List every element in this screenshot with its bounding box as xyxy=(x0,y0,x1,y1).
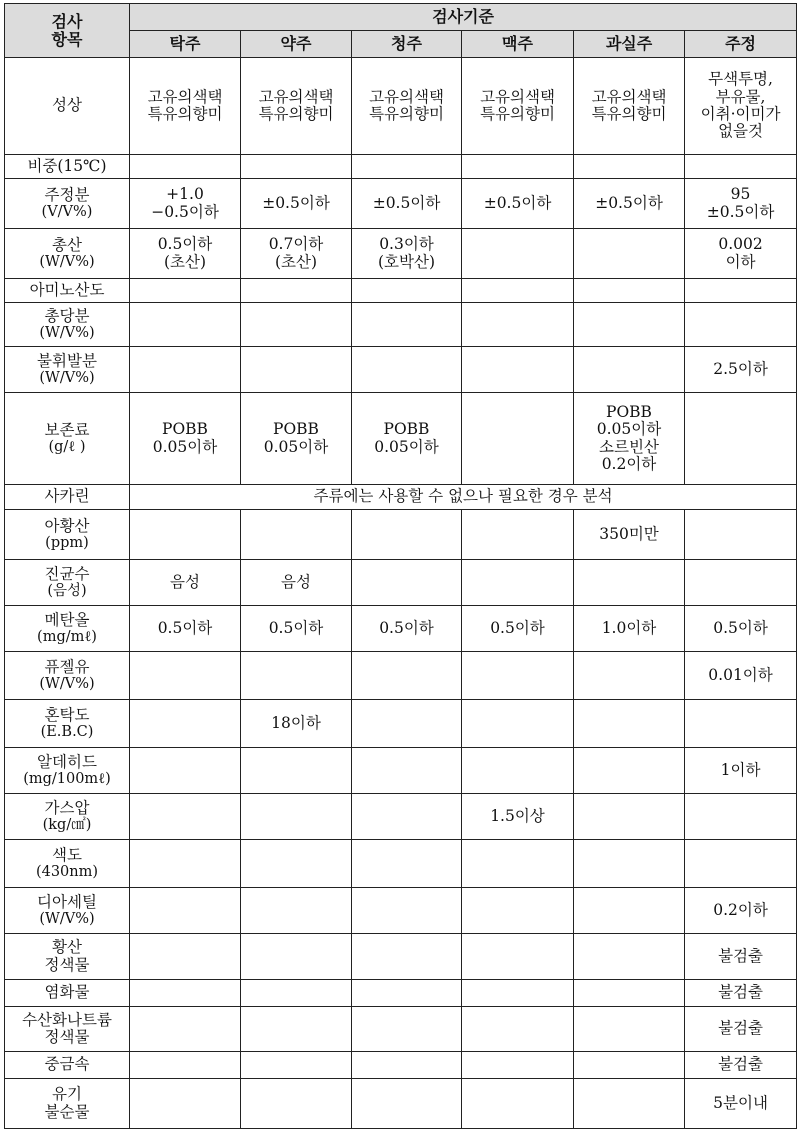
value-cell xyxy=(130,1079,241,1129)
value-cell xyxy=(462,700,574,748)
value-cell: ±0.5이하 xyxy=(241,179,352,229)
value-cell xyxy=(574,888,685,934)
row-item-name: 퓨젤유 xyxy=(44,657,90,676)
row-item-name: 사카린 xyxy=(44,487,90,506)
value-cell xyxy=(462,840,574,888)
row-item-unit: (W/V%) xyxy=(39,325,95,342)
value-cell xyxy=(352,510,462,560)
item-header: 검사 항목 xyxy=(5,4,130,58)
value-cell: ±0.5이하 xyxy=(574,179,685,229)
value-cell xyxy=(685,700,797,748)
row-item-cell xyxy=(5,179,130,229)
table-row xyxy=(5,652,797,700)
value-cell: 0.5이하 xyxy=(241,606,352,652)
table-row xyxy=(5,485,797,510)
value-cell: POBB 0.05이하 xyxy=(241,393,352,485)
value-cell xyxy=(352,840,462,888)
value-cell xyxy=(241,1052,352,1079)
value-cell: 0.5이하 xyxy=(685,606,797,652)
value-cell: 0.5이하 xyxy=(352,606,462,652)
value-cell: 95 ±0.5이하 xyxy=(685,179,797,229)
row-item-unit: (E.B.C) xyxy=(40,724,94,741)
value-cell xyxy=(130,748,241,794)
value-cell: +1.0 −0.5이하 xyxy=(130,179,241,229)
value-cell xyxy=(241,1079,352,1129)
value-cell xyxy=(241,980,352,1007)
row-item-unit: (mg/100mℓ) xyxy=(23,771,111,788)
row-item-name: 황산 정색물 xyxy=(44,938,90,974)
row-item-cell xyxy=(5,934,130,980)
value-cell xyxy=(241,347,352,393)
table-row xyxy=(5,229,797,279)
row-item-name: 색도 xyxy=(52,845,82,864)
value-cell: 0.5이하 xyxy=(462,606,574,652)
table-row xyxy=(5,934,797,980)
value-cell xyxy=(462,303,574,347)
table-row xyxy=(5,510,797,560)
value-cell: 음성 xyxy=(241,560,352,606)
value-cell xyxy=(685,303,797,347)
row-item-cell xyxy=(5,606,130,652)
row-item-name: 총당분 xyxy=(44,306,90,325)
row-item-unit: (kg/㎠) xyxy=(42,817,92,834)
value-cell xyxy=(352,1007,462,1052)
row-item-cell xyxy=(5,1079,130,1129)
value-cell xyxy=(574,229,685,279)
value-cell xyxy=(574,840,685,888)
table-row xyxy=(5,748,797,794)
column-header: 과실주 xyxy=(574,31,685,58)
value-cell xyxy=(352,1079,462,1129)
row-item-name: 보존료 xyxy=(44,420,90,439)
row-item-unit: (W/V%) xyxy=(39,676,95,693)
row-item-cell xyxy=(5,510,130,560)
table-row xyxy=(5,179,797,229)
value-cell xyxy=(574,1007,685,1052)
value-cell xyxy=(574,279,685,303)
value-cell: 2.5이하 xyxy=(685,347,797,393)
table-row xyxy=(5,155,797,179)
row-item-name: 가스압 xyxy=(44,798,90,817)
column-header: 청주 xyxy=(352,31,462,58)
row-item-cell xyxy=(5,485,130,510)
value-cell: 0.01이하 xyxy=(685,652,797,700)
row-item-unit: (V/V%) xyxy=(41,204,93,221)
value-cell xyxy=(130,840,241,888)
row-item-cell xyxy=(5,560,130,606)
row-item-name: 진균수 xyxy=(44,564,90,583)
row-item-unit: (g/ℓ ) xyxy=(48,439,86,456)
row-item-name: 수산화나트륨 정색물 xyxy=(22,1010,112,1046)
value-cell xyxy=(241,748,352,794)
value-cell xyxy=(241,888,352,934)
value-cell xyxy=(241,840,352,888)
row-item-cell xyxy=(5,303,130,347)
table-row xyxy=(5,1052,797,1079)
table-row xyxy=(5,279,797,303)
value-cell: ±0.5이하 xyxy=(352,179,462,229)
value-cell: 0.5이하 xyxy=(130,606,241,652)
value-cell xyxy=(130,652,241,700)
value-cell xyxy=(352,934,462,980)
value-cell xyxy=(685,279,797,303)
value-cell xyxy=(352,748,462,794)
row-item-cell xyxy=(5,700,130,748)
table-row xyxy=(5,393,797,485)
row-item-cell xyxy=(5,347,130,393)
row-item-cell xyxy=(5,652,130,700)
row-item-cell xyxy=(5,279,130,303)
value-cell xyxy=(352,980,462,1007)
value-cell xyxy=(462,229,574,279)
value-cell xyxy=(574,652,685,700)
value-cell xyxy=(462,510,574,560)
row-item-cell xyxy=(5,1052,130,1079)
table-row xyxy=(5,1007,797,1052)
value-cell xyxy=(241,279,352,303)
table-row xyxy=(5,303,797,347)
row-item-name: 주정분 xyxy=(44,185,90,204)
value-cell xyxy=(462,888,574,934)
value-cell xyxy=(130,980,241,1007)
row-item-name: 메탄올 xyxy=(44,610,90,629)
value-cell: 350미만 xyxy=(574,510,685,560)
value-cell xyxy=(130,700,241,748)
value-cell: 불검출 xyxy=(685,934,797,980)
value-cell: 음성 xyxy=(130,560,241,606)
value-cell xyxy=(574,934,685,980)
row-item-name: 불휘발분 xyxy=(37,351,97,370)
table-body xyxy=(5,58,797,1129)
value-cell xyxy=(574,1052,685,1079)
value-cell xyxy=(574,748,685,794)
column-header: 약주 xyxy=(241,31,352,58)
value-cell xyxy=(462,652,574,700)
value-cell xyxy=(130,510,241,560)
value-cell xyxy=(462,748,574,794)
row-item-cell xyxy=(5,840,130,888)
row-item-unit: (430nm) xyxy=(35,864,99,881)
value-cell: 1이하 xyxy=(685,748,797,794)
value-cell xyxy=(462,279,574,303)
value-cell: 고유의색택 특유의향미 xyxy=(352,58,462,155)
row-item-name: 혼탁도 xyxy=(44,705,90,724)
row-item-cell xyxy=(5,748,130,794)
inspection-standards-table xyxy=(4,3,797,1129)
value-cell xyxy=(130,1052,241,1079)
value-cell: ±0.5이하 xyxy=(462,179,574,229)
value-cell xyxy=(462,1007,574,1052)
row-item-name: 아황산 xyxy=(44,516,90,535)
value-cell: 불검출 xyxy=(685,1052,797,1079)
value-cell: 0.2이하 xyxy=(685,888,797,934)
value-cell xyxy=(462,393,574,485)
value-cell xyxy=(462,1079,574,1129)
value-cell: 1.5이상 xyxy=(462,794,574,840)
value-cell: 불검출 xyxy=(685,1007,797,1052)
value-cell xyxy=(462,347,574,393)
value-cell: 0.002 이하 xyxy=(685,229,797,279)
table-row xyxy=(5,888,797,934)
row-item-unit: (음성) xyxy=(47,583,87,600)
value-cell xyxy=(462,980,574,1007)
value-cell: 고유의색택 특유의향미 xyxy=(574,58,685,155)
value-cell xyxy=(130,794,241,840)
value-cell xyxy=(574,980,685,1007)
table-row xyxy=(5,560,797,606)
column-header: 탁주 xyxy=(130,31,241,58)
value-cell xyxy=(352,794,462,840)
row-item-unit: (ppm) xyxy=(45,535,89,552)
table-row xyxy=(5,980,797,1007)
row-item-name: 디아세틸 xyxy=(37,892,97,911)
value-cell xyxy=(130,888,241,934)
value-cell xyxy=(130,1007,241,1052)
value-cell: 0.3이하 (호박산) xyxy=(352,229,462,279)
value-cell xyxy=(685,840,797,888)
row-item-unit: (W/V%) xyxy=(39,254,95,271)
value-cell: 18이하 xyxy=(241,700,352,748)
table-row xyxy=(5,840,797,888)
value-cell: 0.5이하 (초산) xyxy=(130,229,241,279)
value-cell xyxy=(685,794,797,840)
value-cell xyxy=(130,279,241,303)
value-cell: 5분이내 xyxy=(685,1079,797,1129)
value-cell xyxy=(574,560,685,606)
value-cell xyxy=(685,510,797,560)
value-cell: 0.7이하 (초산) xyxy=(241,229,352,279)
value-cell: 1.0이하 xyxy=(574,606,685,652)
value-cell xyxy=(130,155,241,179)
value-cell: POBB 0.05이하 소르빈산 0.2이하 xyxy=(574,393,685,485)
row-item-name: 알데히드 xyxy=(37,752,97,771)
row-item-cell xyxy=(5,794,130,840)
row-item-cell xyxy=(5,229,130,279)
column-header: 주정 xyxy=(685,31,797,58)
row-item-name: 염화물 xyxy=(44,983,90,1002)
value-cell: POBB 0.05이하 xyxy=(352,393,462,485)
value-cell xyxy=(241,303,352,347)
value-cell xyxy=(241,794,352,840)
table-row xyxy=(5,347,797,393)
value-cell xyxy=(352,155,462,179)
value-cell xyxy=(462,560,574,606)
value-cell: 무색투명, 부유물, 이취·이미가 없을것 xyxy=(685,58,797,155)
value-cell xyxy=(241,1007,352,1052)
value-cell xyxy=(241,155,352,179)
value-cell xyxy=(352,652,462,700)
row-item-cell xyxy=(5,58,130,155)
value-cell xyxy=(130,347,241,393)
value-cell xyxy=(574,155,685,179)
row-item-cell xyxy=(5,980,130,1007)
value-cell xyxy=(352,1052,462,1079)
column-header: 맥주 xyxy=(462,31,574,58)
table-row xyxy=(5,794,797,840)
value-cell: 고유의색택 특유의향미 xyxy=(130,58,241,155)
row-item-name: 중금속 xyxy=(44,1055,90,1074)
value-cell: 고유의색택 특유의향미 xyxy=(462,58,574,155)
value-cell: 고유의색택 특유의향미 xyxy=(241,58,352,155)
value-cell xyxy=(685,560,797,606)
value-cell xyxy=(462,1052,574,1079)
standard-header: 검사기준 xyxy=(130,4,797,31)
value-cell xyxy=(574,303,685,347)
row-item-cell xyxy=(5,1007,130,1052)
row-item-unit: (W/V%) xyxy=(39,911,95,928)
value-cell xyxy=(241,510,352,560)
row-item-name: 총산 xyxy=(52,235,82,254)
row-item-name: 유기 불순물 xyxy=(44,1085,90,1121)
value-cell xyxy=(352,347,462,393)
value-cell xyxy=(352,888,462,934)
table-row xyxy=(5,700,797,748)
value-cell xyxy=(462,934,574,980)
value-cell xyxy=(574,794,685,840)
value-cell xyxy=(462,155,574,179)
value-cell xyxy=(241,934,352,980)
value-cell xyxy=(574,1079,685,1129)
value-cell: 불검출 xyxy=(685,980,797,1007)
table-row xyxy=(5,58,797,155)
table-row xyxy=(5,606,797,652)
value-cell xyxy=(685,155,797,179)
merged-note-cell: 주류에는 사용할 수 없으나 필요한 경우 분석 xyxy=(130,485,797,510)
row-item-name: 성상 xyxy=(52,96,82,115)
value-cell xyxy=(352,279,462,303)
value-cell xyxy=(352,700,462,748)
value-cell xyxy=(685,393,797,485)
value-cell xyxy=(241,652,352,700)
value-cell xyxy=(574,347,685,393)
value-cell xyxy=(130,303,241,347)
value-cell xyxy=(130,934,241,980)
row-item-name: 아미노산도 xyxy=(29,280,105,299)
value-cell xyxy=(574,700,685,748)
table-row xyxy=(5,1079,797,1129)
row-item-cell xyxy=(5,155,130,179)
row-item-unit: (mg/mℓ) xyxy=(37,629,97,646)
value-cell xyxy=(352,560,462,606)
value-cell xyxy=(352,303,462,347)
row-item-cell xyxy=(5,888,130,934)
value-cell: POBB 0.05이하 xyxy=(130,393,241,485)
row-item-cell xyxy=(5,393,130,485)
row-item-name: 비중(15℃) xyxy=(27,156,107,175)
row-item-unit: (W/V%) xyxy=(39,370,95,387)
